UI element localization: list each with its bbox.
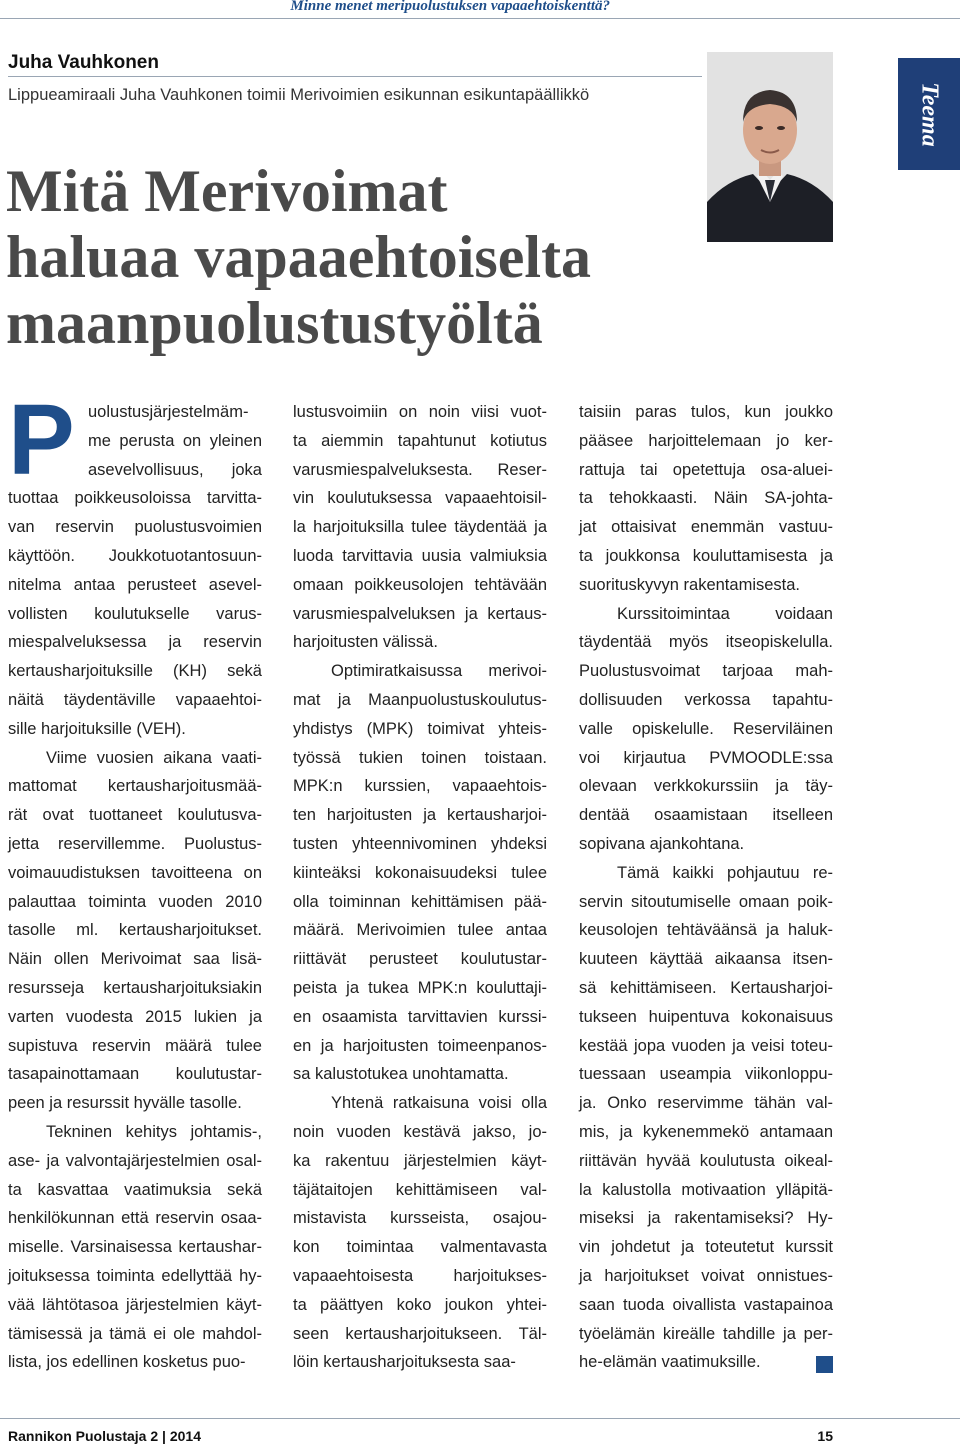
text-line: ase- ja valvontajärjestelmien osal- <box>8 1151 262 1170</box>
text-line: miselle. Varsinaisessa kertaushar- <box>8 1238 262 1257</box>
text-line: Viime vuosien aikana vaati- <box>46 748 262 767</box>
text-line: tusten yhteennivominen yhdeksi <box>293 834 547 853</box>
author-divider <box>8 76 702 77</box>
text-line: Yhtenä ratkaisuna voisi olla <box>331 1094 547 1113</box>
text-line: seen kertausharjoitukseen. Täl- <box>293 1324 547 1343</box>
text-line: uolustusjärjestelmäm- <box>88 403 249 421</box>
end-mark <box>816 1356 833 1373</box>
text-line: joituksessa toiminta edellyttää hy- <box>8 1266 262 1285</box>
text-line: omaan poikkeusolojen tehtävään <box>293 575 547 594</box>
article-headline <box>6 158 706 356</box>
text-line: ta aiemmin tapahtunut kotiutus <box>293 431 547 450</box>
text-line: tasapainottamaan koulutustar- <box>8 1065 262 1084</box>
text-line: luoda tarvittavia uusia valmiuksia <box>293 546 547 565</box>
text-line: varusmiespalveluksen ja kertaus- <box>293 604 547 623</box>
text-line: näitä täydentäville vapaaehtoi- <box>8 690 262 709</box>
text-line: tasolle ml. kertausharjoitukset. <box>8 921 262 940</box>
text-line: la harjoituksilla tulee täydentää ja <box>293 518 547 537</box>
article-column-1 <box>8 384 262 1377</box>
text-line: kuuteen käyttää aikaansa itsen- <box>579 950 833 969</box>
text-line: miespalveluksessa ja reservin <box>8 633 262 652</box>
text-line: servin sitoutumiselle omaan poik- <box>579 892 833 911</box>
article-column-3 <box>579 398 833 1377</box>
text-line: resursseja kertausharjoituksiakin <box>8 978 262 997</box>
text-line: vää lähtötasoa järjestelmien käyt- <box>8 1295 262 1314</box>
text-line: voi kirjautua PVMOODLE:ssa <box>579 748 833 767</box>
text-line: jetta reservillemme. Puolustus- <box>8 834 262 853</box>
text-line: ta päättyen koko joukon yhtei- <box>293 1295 547 1314</box>
text-line: Puolustusvoimat tarjoaa mah- <box>579 662 833 681</box>
theme-label: Teema <box>916 81 943 147</box>
text-line: Tekninen kehitys johtamis-, <box>46 1122 262 1141</box>
text-line: kertausharjoituksille (KH) sekä <box>8 662 262 681</box>
text-line: peista ja tukea MPK:n kouluttaji- <box>293 978 547 997</box>
text-line: Optimiratkaisussa merivoi- <box>331 662 547 681</box>
text-line: henkilökunnan että reservin osaa- <box>8 1209 262 1228</box>
text-line: rattuja tai opetettuja osa-aluei- <box>579 460 833 479</box>
text-line: en ja harjoitusten toimeenpanos- <box>293 1036 547 1055</box>
text-line: sopivana ajankohtana. <box>579 834 745 853</box>
author-description: Lippueamiraali Juha Vauhkonen toimii Merivoimien esikunnan esikuntapäällikkö <box>8 86 590 104</box>
text-line: lustusvoimiin on noin viisi vuot- <box>293 403 547 421</box>
text-line: vin koulutuksessa vapaaehtoisil- <box>293 489 547 508</box>
text-line: asevelvollisuus, joka <box>88 460 262 479</box>
text-line: mistavista kursseista, osajou- <box>293 1209 547 1228</box>
publication-info: Rannikon Puolustaja 2 | 2014 <box>8 1428 201 1444</box>
text-line: taisiin paras tulos, kun joukko <box>579 403 833 421</box>
page-number: 15 <box>817 1428 833 1444</box>
text-line: Kurssitoimintaa voidaan <box>617 604 833 623</box>
text-line: miseksi ja rakentamiseksi? Hy- <box>579 1209 833 1228</box>
text-line: palauttaa toiminta vuoden 2010 <box>8 892 262 911</box>
text-line: löin kertausharjoituksesta saa- <box>293 1353 516 1372</box>
text-line: mis, ja kykenemmekö antamaan <box>579 1122 833 1141</box>
text-line: vapaaehtoisesta harjoitukses- <box>293 1266 547 1285</box>
text-line: sa kalustotukea unohtamatta. <box>293 1065 509 1084</box>
text-line: Näin ollen Merivoimat saa lisä- <box>8 950 262 969</box>
text-line: la kalustolla motivaation ylläpitä- <box>579 1180 833 1199</box>
text-line: ja. Onko reservimme tähän val- <box>579 1094 833 1113</box>
text-line: ta kasvattaa vaatimuksia sekä <box>8 1180 262 1199</box>
text-line: sä kehittämiseen. Kertausharjoi- <box>579 978 833 997</box>
text-line: olevaan verkkokurssiin ja täy- <box>579 777 833 796</box>
text-line: MPK:n kurssien, vapaaehtois- <box>293 777 547 796</box>
text-line: dollisuuden verkossa tapahtu- <box>579 690 833 709</box>
text-line: kon toimintaa valmentavasta <box>293 1238 547 1257</box>
text-line: suorituskyvyn rakentamisesta. <box>579 575 801 594</box>
drop-cap: P <box>8 384 75 496</box>
text-line: saan tuoda oivallista vastapainoa <box>579 1295 833 1314</box>
text-line: täydentää myös itseopiskelulla. <box>579 633 833 652</box>
text-line: ja harjoitukset voivat onnistues- <box>579 1266 833 1285</box>
text-line: vin johdetut ja toteutetut kurssit <box>579 1238 833 1257</box>
text-line: tuessaan useampia viikonloppu- <box>579 1065 833 1084</box>
text-line: ta joukkonsa kouluttamisesta ja <box>579 546 833 565</box>
text-line: täjätaitojen kehittämiseen val- <box>293 1180 547 1199</box>
text-line: olla toiminnan kehittämisen pää- <box>293 892 547 911</box>
text-line: tämisessä ja tämä ei ole mahdol- <box>8 1324 262 1343</box>
portrait-image <box>707 52 833 242</box>
text-line: ka rakentuu järjestelmien käyt- <box>293 1151 547 1170</box>
text-line: ten harjoitusten ja kertausharjoi- <box>293 806 547 825</box>
text-line: Tämä kaikki pohjautuu re- <box>617 863 833 882</box>
text-line: rät ovat tuottaneet koulutusva- <box>8 806 262 825</box>
text-line: me perusta on yleinen <box>88 431 262 450</box>
text-line: keusolojen tehtäväänsä ja haluk- <box>579 921 833 940</box>
headline-line: Mitä Merivoimat <box>6 158 448 224</box>
text-line: harjoitusten välissä. <box>293 633 438 652</box>
text-line: varten vuodesta 2015 lukien ja <box>8 1007 262 1026</box>
text-line: riittävän hyvää koulutusta oikeal- <box>579 1151 833 1170</box>
text-line: vollisten koulutukselle varus- <box>8 604 262 623</box>
text-line: mat ja Maanpuolustuskoulutus- <box>293 690 547 709</box>
text-line: noin vuoden kestävä jakso, jo- <box>293 1122 547 1141</box>
footer-divider <box>0 1418 960 1419</box>
text-line: varusmiespalveluksesta. Reser- <box>293 460 547 479</box>
text-line: ta tehokkaasti. Näin SA-johta- <box>579 489 833 508</box>
text-line: nitelma antaa perusteet asevel- <box>8 575 262 594</box>
text-line: käyttöön. Joukkotuotantosuun- <box>8 546 262 565</box>
text-line: lista, jos edellinen kosketus puo- <box>8 1353 246 1372</box>
header-divider <box>0 18 960 19</box>
text-line: riittävät perusteet koulutustar- <box>293 950 547 969</box>
author-photo <box>707 52 833 242</box>
article-column-2 <box>293 398 547 1377</box>
text-line: tuottaa poikkeusoloissa tarvitta- <box>8 489 262 508</box>
text-line: valle opiskelulle. Reserviläinen <box>579 719 833 738</box>
text-line: voimauudistuksen tavoitteena on <box>8 863 262 882</box>
headline-line: haluaa vapaaehtoiselta <box>6 224 592 290</box>
text-line: työssä tukien toinen toistaan. <box>293 748 547 767</box>
text-line: kiinteäksi kokonaisuudeksi tulee <box>293 863 547 882</box>
section-title: Minne menet meripuolustuksen vapaaehtoiskenttä? <box>290 0 610 14</box>
theme-tab <box>898 58 960 170</box>
text-line: jat ottaisivat enemmän vastuu- <box>579 518 833 537</box>
text-line: sille harjoituksille (VEH). <box>8 719 186 738</box>
text-line: pääsee harjoittelemaan jo ker- <box>579 431 833 450</box>
text-line: van reservin puolustusvoimien <box>8 518 262 537</box>
author-name: Juha Vauhkonen <box>8 52 159 73</box>
text-line: yhdistys (MPK) toimivat yhteis- <box>293 719 547 738</box>
text-line: tukseen huipentuva kokonaisuus <box>579 1007 833 1026</box>
text-line: työelämän kireälle tahdille ja per- <box>579 1324 833 1343</box>
text-line: mattomat kertausharjoitusmää- <box>8 777 262 796</box>
text-line: en osaamista tarvittavien kurssi- <box>293 1007 547 1026</box>
text-line: määrä. Merivoimien tulee antaa <box>293 921 547 940</box>
text-line: kestää jopa vuoden ja veisi toteu- <box>579 1036 833 1055</box>
text-line: dentää osaamistaan itselleen <box>579 806 833 825</box>
text-line: he-elämän vaatimuksille. <box>579 1353 761 1372</box>
text-line: supistuva reservin määrä tulee <box>8 1036 262 1055</box>
text-line: peen ja resurssit hyvälle tasolle. <box>8 1094 242 1113</box>
headline-line: maanpuolustustyöltä <box>6 290 543 356</box>
